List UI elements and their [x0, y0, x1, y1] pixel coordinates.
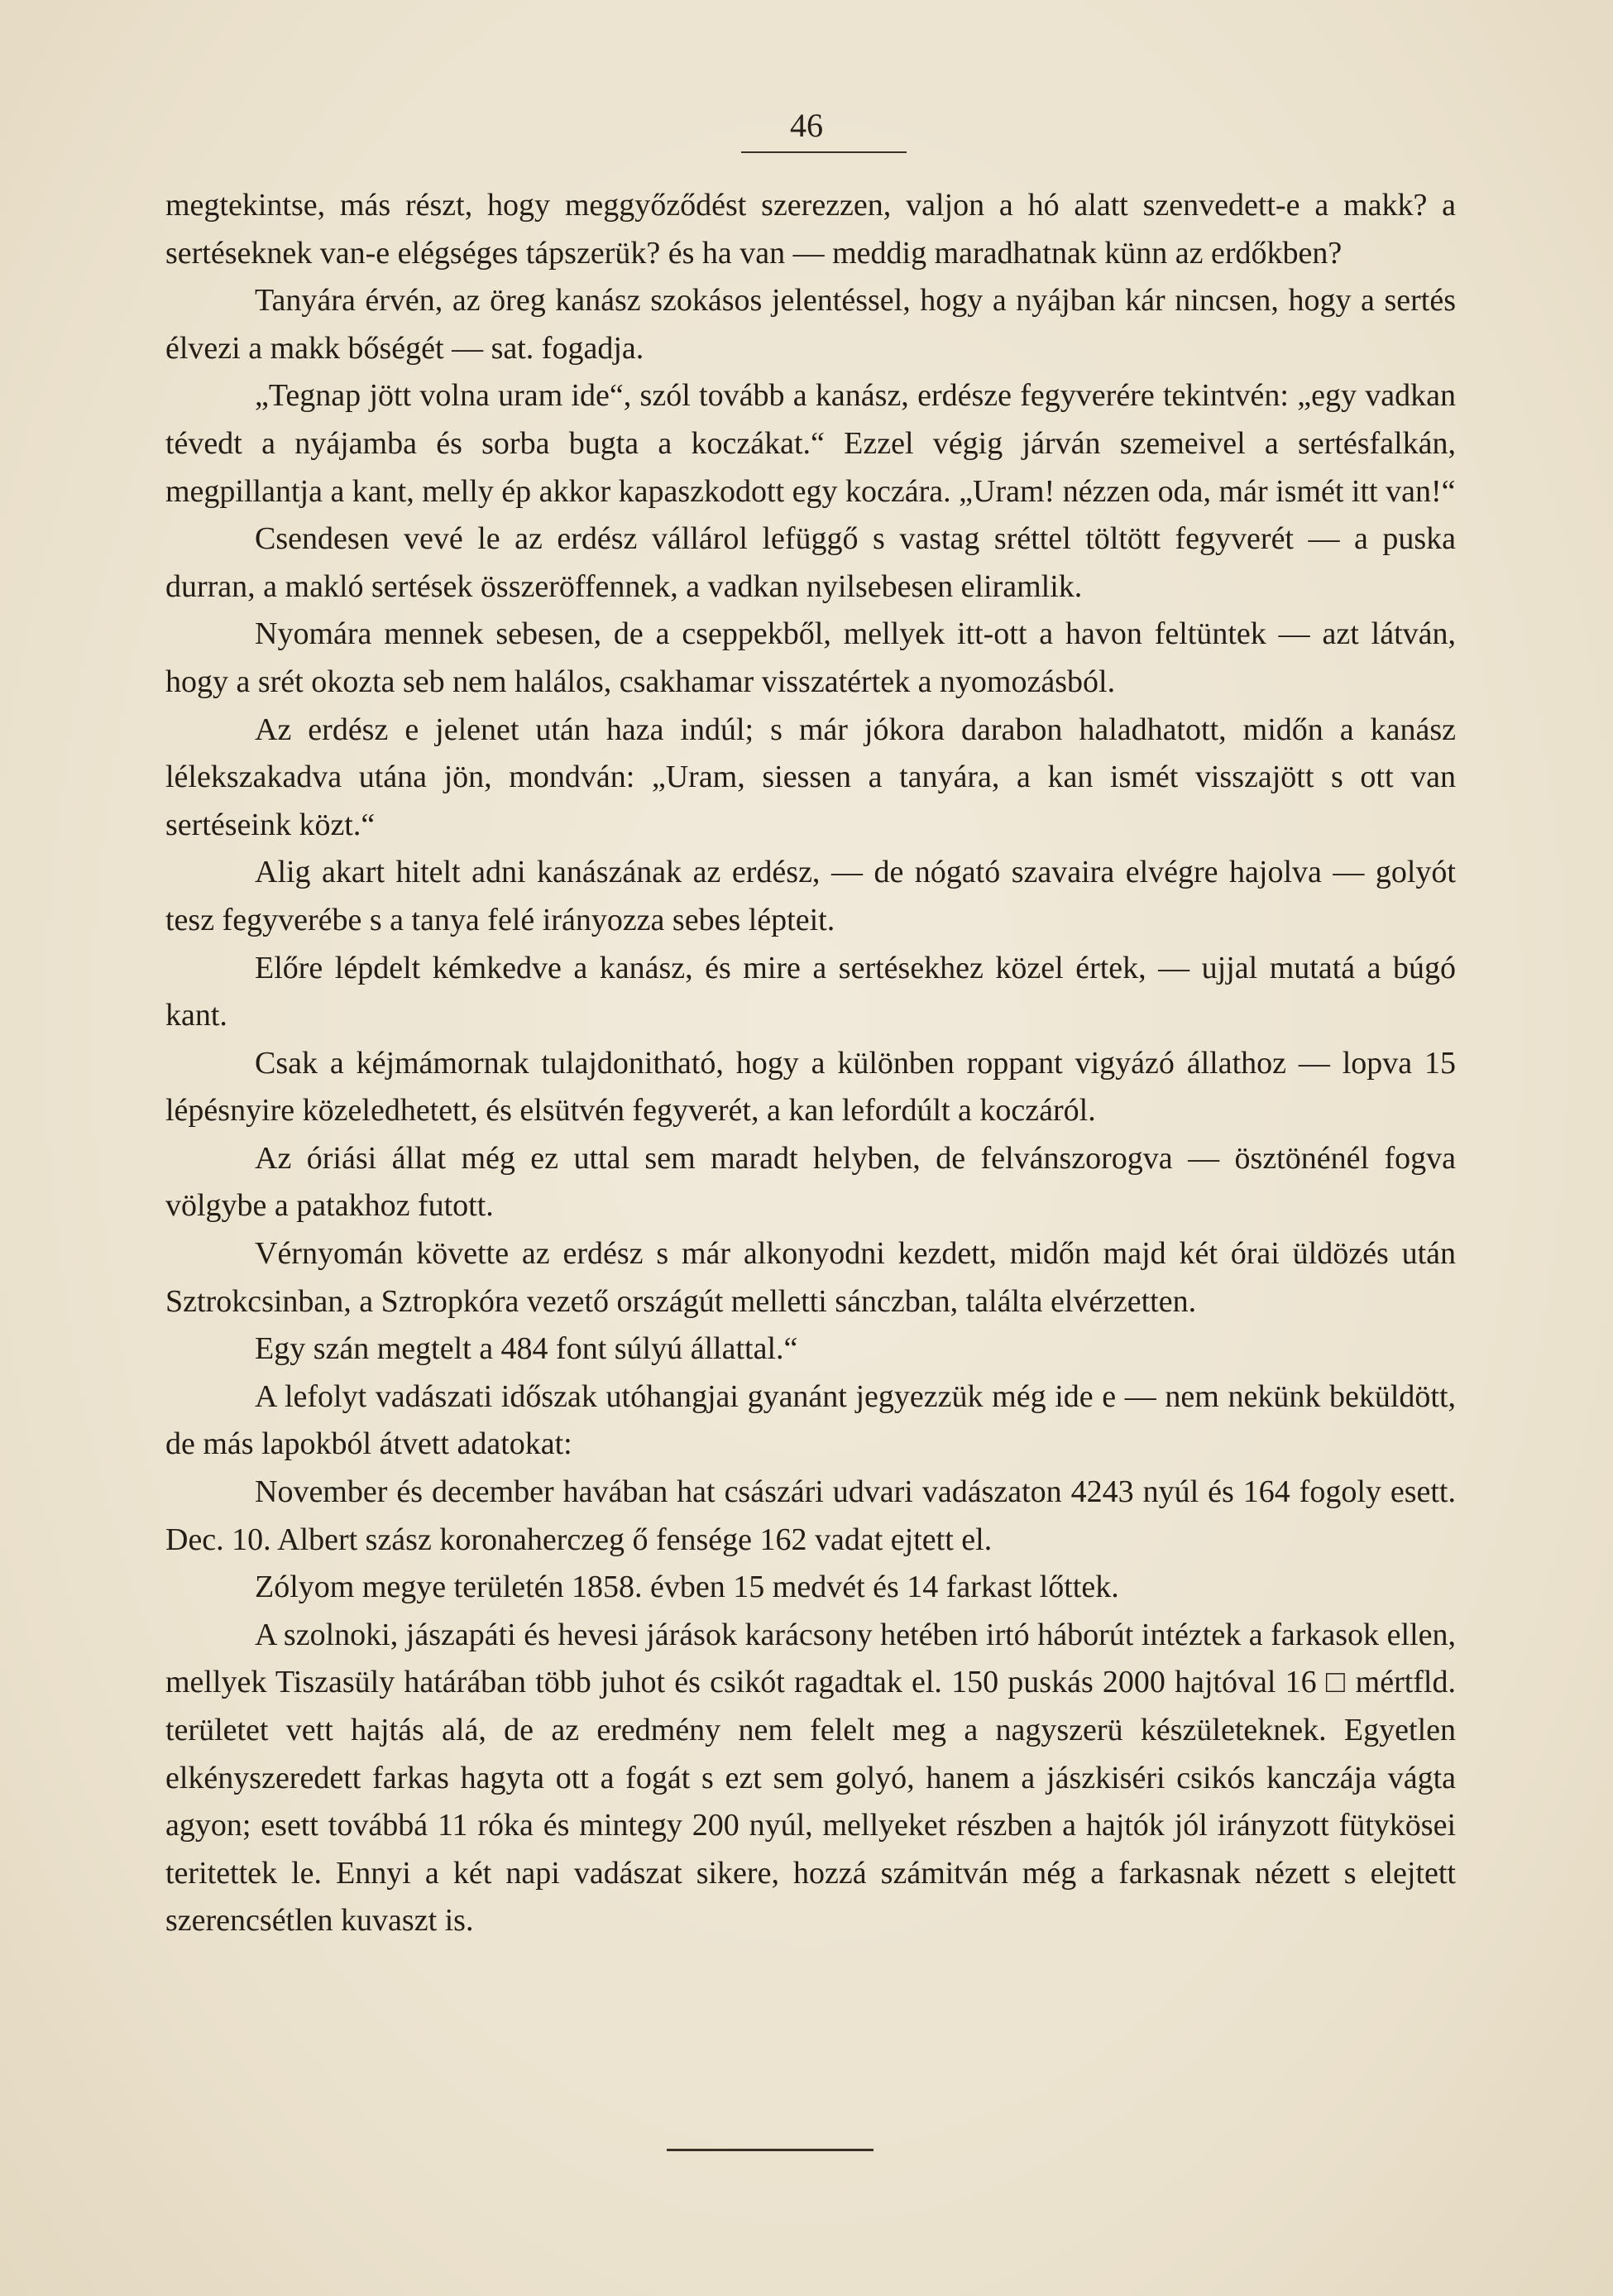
paragraph: „Tegnap jött volna uram ide“, szól tovább a kanász, erdésze fegyverére tekintvén: „egy vadkan tévedt a nyájamba és sorba bugta a koczákat.“ Ezzel végig járván szemeivel a sertésfalkán, megpillantja a kant, melly ép akkor kapaszkodott egy koczára. „Uram! nézzen oda, már ismét itt van!“ [165, 378, 1456, 509]
paragraph: A szolnoki, jászapáti és hevesi járások karácsony hetében irtó háborút intéztek a farkasok ellen, mellyek Tiszasüly határában több juhot és csikót ragadtak el. 150 puskás 2000 hajtóval 16 □ mértfld. területet vett hajtás alá, de az eredmény nem felelt meg a nagyszerü készületeknek. Egyetlen elkényszeredett farkas hagyta ott a fogát s ezt sem golyó, hanem a jászkiséri csikós kanczája vágta agyon; esett továbbá 11 róka és mintegy 200 nyúl, mellyeket részben a hajtók jól irányzott fütykösei teritettek le. Ennyi a két napi vadászat sikere, hozzá számitván még a farkasnak nézett s elejtett szerencsétlen kuvaszt is. [165, 1617, 1456, 1939]
paragraph: megtekintse, más részt, hogy meggyőződést szerezzen, valjon a hó alatt szenvedett-e a makk? a sertéseknek van-e elégséges tápszerük? és ha van — meddig maradhatnak künn az erdőkben? [165, 188, 1456, 271]
paragraph: Tanyára érvén, az öreg kanász szokásos jelentéssel, hogy a nyájban kár nincsen, hogy a sertés élvezi a makk bőségét — sat. fogadja. [165, 283, 1456, 366]
paragraph: Az erdész e jelenet után haza indúl; s már jókora darabon haladhatott, midőn a kanász lélekszakadva utána jön, mondván: „Uram, siessen a tanyára, a kan ismét visszajött s ott van sertéseink közt.“ [165, 712, 1456, 842]
header-rule [741, 151, 907, 153]
paragraph: Csendesen vevé le az erdész vállárol lefüggő s vastag sréttel töltött fegyverét — a puska durran, a makló sertések összeröffennek, a vadkan nyilsebesen eliramlik. [165, 521, 1456, 604]
paragraph: Vérnyomán követte az erdész s már alkonyodni kezdett, midőn majd két órai üldözés után Sztrokcsinban, a Sztropkóra vezető országút melletti sánczban, találta elvérzetten. [165, 1236, 1456, 1319]
paragraph: Egy szán megtelt a 484 font súlyú állattal.“ [255, 1331, 798, 1367]
paragraph: A lefolyt vadászati időszak utóhangjai gyanánt jegyezzük még ide e — nem nekünk beküldött, de más lapokból átvett adatokat: [165, 1378, 1456, 1462]
paragraph: Zólyom megye területén 1858. évben 15 medvét és 14 farkast lőttek. [255, 1570, 1119, 1605]
paragraph: Alig akart hitelt adni kanászának az erdész, — de nógató szavaira elvégre hajolva — golyót tesz fegyverébe s a tanya felé irányozza sebes lépteit. [165, 855, 1456, 937]
paragraph: November és december havában hat császári udvari vadászaton 4243 nyúl és 164 fogoly esett. Dec. 10. Albert szász koronaherczeg ő fensége 162 vadat ejtett el. [165, 1474, 1456, 1557]
paragraph: Csak a kéjmámornak tulajdonitható, hogy a különben roppant vigyázó állathoz — lopva 15 lépésnyire közeledhetett, és elsütvén fegyverét, a kan lefordúlt a koczáról. [165, 1045, 1456, 1129]
paragraph: Előre lépdelt kémkedve a kanász, és mire a sertésekhez közel értek, — ujjal mutatá a búgó kant. [165, 950, 1456, 1033]
page-number: 46 [790, 107, 823, 144]
footer-rule [667, 2149, 874, 2151]
paragraph: Az óriási állat még ez uttal sem maradt helyben, de felvánszorogva — ösztönénél fogva völgybe a patakhoz futott. [165, 1140, 1456, 1224]
paragraph: Nyomára mennek sebesen, de a cseppekből, mellyek itt-ott a havon feltüntek — azt látván, hogy a srét okozta seb nem halálos, csakhamar visszatértek a nyomozásból. [165, 616, 1456, 699]
body-text [165, 182, 1456, 1945]
